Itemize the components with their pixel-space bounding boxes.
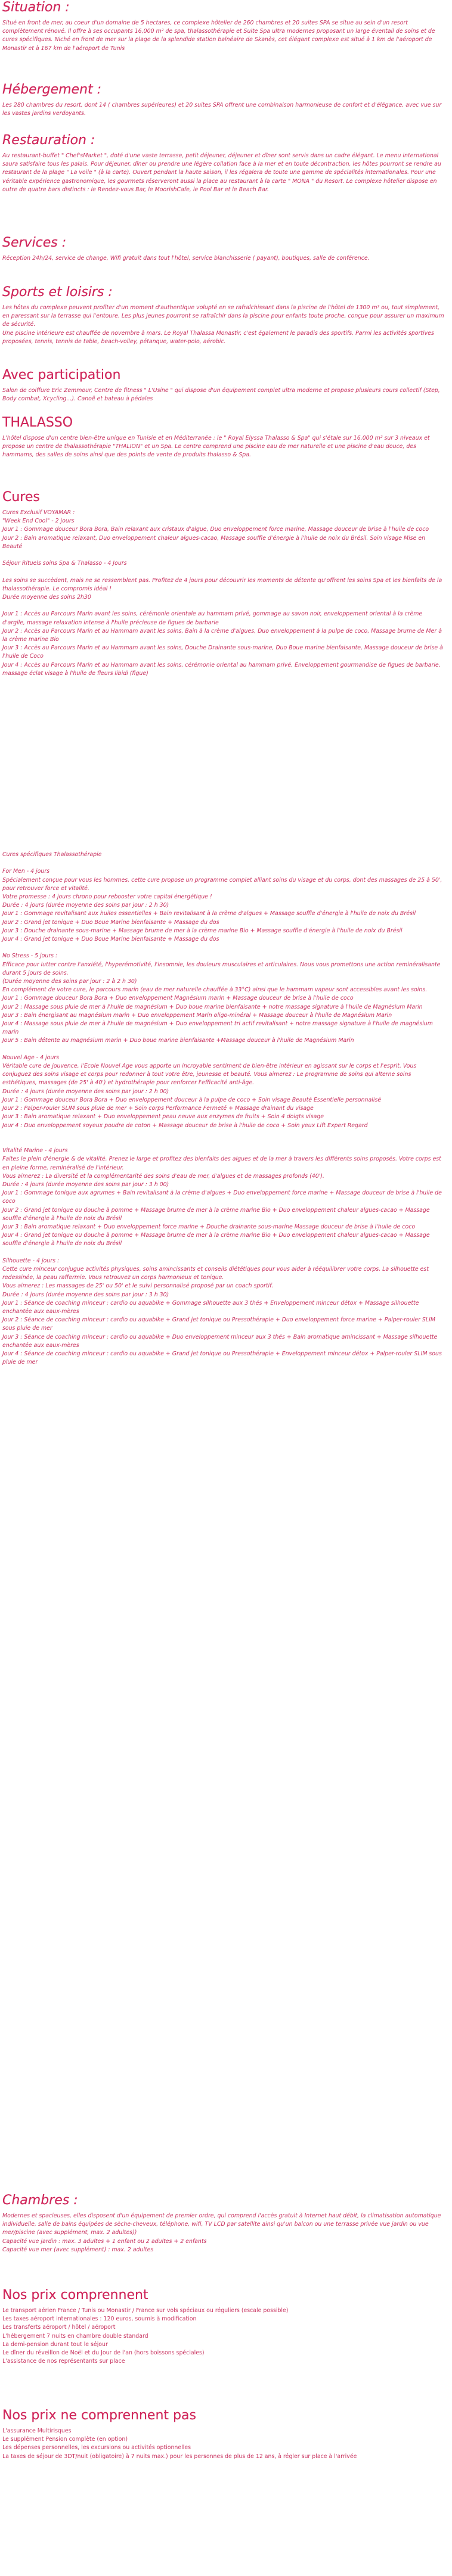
section-title-situation: Situation : (2, 0, 70, 15)
section-title-restauration: Restauration : (2, 133, 95, 148)
section-title-chambres: Chambres : (2, 2193, 78, 2208)
section-sports (2, 285, 447, 346)
section-body-prix-comprennent: Le transport aérien France / Tunis ou Monastir / France sur vols spéciaux ou réguliers (escale possible) Les taxes aéroport internationales : 120 euros, soumis à modification Les transferts aéroport / hôtel / aéroport L'hébergement 7 nuits en chambre double standard La demi-pension durant tout le séjour Le dîner du réveillon de Noël et du Jour de l'an (hors boissons spéciales) L'assistance de nos représentants sur place (2, 2307, 289, 2365)
section-body-participation: Salon de coiffure Eric Zemmour, Centre de fitness " L'Usine " qui dispose d'un équipement complet ultra moderne et propose plusieurs cours collectif (Step, Body combat, Xcycling...). Canoë et bateau à pédales (2, 387, 440, 403)
section-cures-specifiques (2, 851, 447, 1367)
section-cures (2, 490, 447, 678)
section-chambres (2, 2193, 447, 2254)
section-body-chambres: Modernes et spacieuses, elles disposent d'un équipement de premier ordre, qui comprend l'accès gratuit à Internet haut débit, la climatisation automatique individuelle, salle de bains équipées de sèche-cheveux, téléphone, wifi, TV LCD par satellite ainsi qu'un balcon ou une terrasse privée vue jardin ou vue mer/piscine (avec supplément, max. 2 adultes)) Capacité vue jardin : max. 3 adultes + 1 enfant ou 2 adultes + 2 enfants Capacité vue mer (avec supplément) : max. 2 adultes (2, 2213, 441, 2253)
section-thalasso (2, 415, 447, 460)
section-prix-comprennent (2, 2288, 447, 2366)
section-body-restauration: Au restaurant-buffet " Chef'sMarket ", doté d'une vaste terrasse, petit déjeuner, déjeuner et dîner sont servis dans un cadre élégant. Le menu international saura satisfaire tous les palais. Pour déjeuner, dîner ou prendre une légère collation face à la mer et en toute décontraction, les hôtes pourront se rendre au restaurant de la plage " La voile " (à la carte). Ouvert pendant la haute saison, il les régalera de toute une gamme de spécialités internationales. Pour une véritable expérience gastronomique, les gourmets réserveront aussi la place au restaurant à la carte " MONA " du Resort. Le complexe hôtelier dispose en outre de quatre bars distincts : le Rendez-vous Bar, le MoorishCafe, le Pool Bar et le Beach Bar. (2, 153, 441, 193)
section-body-services: Réception 24h/24, service de change, Wifi gratuit dans tout l'hôtel, service blanchisserie ( payant), boutiques, salle de conférence. (2, 255, 370, 262)
section-body-cures: Cures Exclusif VOYAMAR : "Week End Cool" - 2 jours Jour 1 : Gommage douceur Bora Bora, Bain relaxant aux cristaux d'algue, Duo enveloppement force marine, Massage douceur de brise à l'huile de coco Jour 2 : Bain aromatique relaxant, Duo enveloppement chaleur algues-cacao, Massage souffle d'énergie à l'huile de noix du Brésil. Soin visage Mise en Beauté Séjour Rituels soins Spa & Thalasso - 4 Jours Les soins se succèdent, mais ne se ressemblent pas. Profitez de 4 jours pour découvrir les moments de détente qu'offrent les soins Spa et les bienfaits de la thalassothérapie. Le compromis idéal ! Durée moyenne des soins 2h30 Jour 1 : Accès au Parcours Marin avant les soins, cérémonie orientale au hammam privé, gommage au savon noir, enveloppement oriental à la crème d'argile, massage relaxation intense à l'huile précieuse de figues de barbarie Jour 2 : Accès au Parcours Marin et au Hammam avant les soins, Bain à la crème d'algues, Duo enveloppement à la pulpe de coco, Massage brume de Mer à la crème marine Bio Jour 3 : Accès au Parcours Marin et au Hammam avant les soins, Douche Drainante sous-marine, Duo Boue marine bienfaisante, Massage douceur de brise à l'huile de Coco Jour 4 : Accès au Parcours Marin et au Hammam avant les soins, cérémonie oriental au hammam privé, Enveloppement gourmandise de figues de barbarie, massage éclat visage à l'huile de fleurs libidi (figue) (2, 509, 443, 677)
section-services (2, 235, 447, 263)
section-title-services: Services : (2, 235, 67, 250)
section-title-participation: Avec participation (2, 368, 121, 382)
section-body-situation: Situé en front de mer, au coeur d'un domaine de 5 hectares, ce complexe hôtelier de 260 chambres et 20 suites SPA se situe au sein d'un resort complètement rénové. Il offre à ses occupants 16,000 m² de spa, thalassothérapie et Suite Spa ultra modernes proposant un large éventail de soins et de cures spécifiques. Niché en front de mer sur la plage de la splendide station balnéaire de Skanès, cet élégant complexe est situé à 1 km de l'aéroport de Monastir et à 167 km de l'aéroport de Tunis (2, 20, 435, 52)
section-hebergement (2, 82, 447, 118)
section-situation (2, 0, 447, 53)
section-title-cures: Cures (2, 490, 40, 505)
section-title-sports: Sports et loisirs : (2, 285, 113, 300)
section-body-hebergement: Les 280 chambres du resort, dont 14 ( chambres supérieures) et 20 suites SPA offrent une combinaison harmonieuse de confort et d'élégance, avec vue sur les vastes jardins verdoyants. (2, 102, 442, 117)
section-title-prix-ne-comprennent: Nos prix ne comprennent pas (2, 2408, 196, 2423)
section-body-prix-ne-comprennent: L'assurance Multirisques Le supplément Pension complète (en option) Les dépenses personnelles, les excursions ou activités optionnelles La taxes de séjour de 3DT/nuit (obligatoire) à 7 nuits max.) pour les personnes de plus de 12 ans, à régler sur place à l'arrivée (2, 2428, 357, 2460)
section-body-cures-specifiques: Cures spécifiques Thalassothérapie For Men - 4 jours Spécialement conçue pour vous les hommes, cette cure propose un programme complet alliant soins du visage et du corps, dont des massages de 25 à 50', pour retrouver force et vitalité. Votre promesse : 4 jours chrono pour rebooster votre capital énergétique ! Durée : 4 jours (durée moyenne des soins par jour : 2 h 30) Jour 1 : Gommage revitalisant aux huiles essentielles + Bain revitalisant à la crème d'algues + Massage souffle d'énergie à l'huile de noix du Brésil Jour 2 : Grand jet tonique + Duo Boue Marine bienfaisante + Massage du dos Jour 3 : Douche drainante sous-marine + Massage brume de mer à la crème marine Bio + Massage souffle d'énergie à l'huile de noix du Brésil Jour 4 : Grand jet tonique + Duo Boue Marine bienfaisante + Massage du dos No Stress - 5 jours : Efficace pour lutter contre l'anxiété, l'hyperémotivité, l'insomnie, les douleurs musculaires et articulaires. Nous vous promettons une action reminéralisante durant 5 jours de soins. (Durée moyenne des soins par jour : 2 à 2 h 30) En complément de votre cure, le parcours marin (eau de mer naturelle chauffée à 33°C) ainsi que le hammam vapeur sont accessibles avant les soins. Jour 1 : Gommage douceur Bora Bora + Duo enveloppement Magnésium marin + Massage douceur de brise à l'huile de coco Jour 2 : Massage sous pluie de mer à l'huile de magnésium + Duo boue marine bienfaisante + notre massage signature à l'huile de Magnésium Marin Jour 3 : Bain énergisant au magnésium marin + Duo enveloppement Marin oligo-minéral + Massage douceur à l'huile de Magnésium Marin Jour 4 : Massage sous pluie de mer à l'huile de magnésium + Duo enveloppement tri actif revitalisant + notre massage signature à l'huile de magnésium marin Jour 5 : Bain détente au magnésium marin + Duo boue marine bienfaisante +Massage douceur à l'huile de Magnésium Marin Nouvel Age - 4 jours Véritable cure de jouvence, l'Ecole Nouvel Age vous apporte un incroyable sentiment de bien-être intérieur en agissant sur le corps et l'esprit. Vous conjuguez des soins visage et corps pour redonner à tout votre être, jeunesse et beauté. Vous aimerez : Le programme de soins qui alterne soins esthétiques, massages (de 25' à 40') et hydrothérapie pour renforcer l'efficacité anti-âge. Durée : 4 jours (durée moyenne des soins par jour : 2 h 00) Jour 1 : Gommage douceur Bora Bora + Duo enveloppement douceur à la pulpe de coco + Soin visage Beauté Essentielle personnalisé Jour 2 : Palper-rouler SLIM sous pluie de mer + Soin corps Performance Fermeté + Massage drainant du visage Jour 3 : Bain aromatique relaxant + Duo enveloppement peau neuve aux enzymes de fruits + Soin 4 doigts visage Jour 4 : Duo enveloppement soyeux poudre de coton + Massage douceur de brise à l'huile de coco + Soin yeux Lift Expert Regard Vitalité Marine - 4 jours Faites le plein d'énergie & de vitalité. Prenez le large et profitez des bienfaits des algues et de la mer à travers les différents soins proposés. Votre corps est en pleine forme, reminéralisé de l'intérieur. Vous aimerez : La diversité et la complémentarité des soins d'eau de mer, d'algues et de massages profonds (40'). Durée : 4 jours (durée moyenne des soins par jour : 3 h 00) Jour 1 : Gommage tonique aux agrumes + Bain revitalisant à la crème d'algues + Duo enveloppement force marine + Massage douceur de brise à l'huile de coco Jour 2 : Grand jet tonique ou douche à pomme + Massage brume de mer à la crème marine Bio + Duo enveloppement chaleur algues-cacao + Massage souffle d'énergie à l'huile de noix du Brésil Jour 3 : Bain aromatique relaxant + Duo enveloppement force marine + Douche drainante sous-marine Massage douceur de brise à l'huile de coco Jour 4 : Grand jet tonique ou douche à pomme + Massage brume de mer à la crème marine Bio + Duo enveloppement chaleur algues-cacao + Massage souffle d'énergie à l'huile de noix du Brésil Silhouette - 4 jours : Cette cure minceur conjugue activités physiques, soins amincissants et conseils diététiques pour vous aider à rééquilibrer votre corps. La silhouette est redessinée, la peau raffermie. Vous retrouvez un corps harmonieux et tonique. Vous aimerez : Les massages de 25' ou 50' et le suivi personnalisé proposé par un coach sportif. Durée : 4 jours (durée moyenne des soins par jour : 3 h 30) Jour 1 : Séance de coaching minceur : cardio ou aquabike + Gommage silhouette aux 3 thés + Enveloppement minceur détox + Massage silhouette enchantée aux eaux-mères Jour 2 : Séance de coaching minceur : cardio ou aquabike + Grand jet tonique ou Pressothérapie + Duo enveloppement force marine + Palper-rouler SLIM sous pluie de mer Jour 3 : Séance de coaching minceur : cardio ou aquabike + Duo enveloppement minceur aux 3 thés + Bain aromatique amincissant + Massage silhouette enchantée aux eaux-mères Jour 4 : Séance de coaching minceur : cardio ou aquabike + Grand jet tonique ou Pressothérapie + Enveloppement minceur détox + Palper-rouler SLIM sous pluie de mer (2, 851, 442, 1366)
section-title-hebergement: Hébergement : (2, 82, 102, 97)
section-participation (2, 368, 447, 403)
section-body-thalasso: L'hôtel dispose d'un centre bien-être unique en Tunisie et en Méditerranée : le " Royal Elyssa Thalasso & Spa" qui s'étale sur 16.000 m² sur 3 niveaux et propose un centre de thalassothérapie "THALION" et un Spa. Le centre comprend une piscine eau de mer naturelle et une piscine d'eau douce, des hammams, des salles de soins ainsi que des points de vente de produits thalasso & Spa. (2, 435, 430, 459)
section-prix-ne-comprennent (2, 2408, 447, 2461)
section-body-sports: Les hôtes du complexe peuvent profiter d'un moment d'authentique volupté en se rafraîchissant dans la piscine de l'hôtel de 1300 m² ou, tout simplement, en paressant sur la terrasse qui l'entoure. Les plus jeunes pourront se rafraîchir dans la piscine pour enfants toute proche, conçue pour assurer un maximum de sécurité. Une piscine intérieure est chauffée de novembre à mars. Le Royal Thalassa Monastir, c'est également le paradis des sportifs. Parmi les activités sportives proposées, tennis, tennis de table, beach-volley, pétanque, water-polo, aérobic. (2, 304, 444, 345)
section-restauration (2, 133, 447, 194)
section-title-prix-comprennent: Nos prix comprennent (2, 2288, 148, 2303)
section-title-thalasso: THALASSO (2, 415, 73, 430)
